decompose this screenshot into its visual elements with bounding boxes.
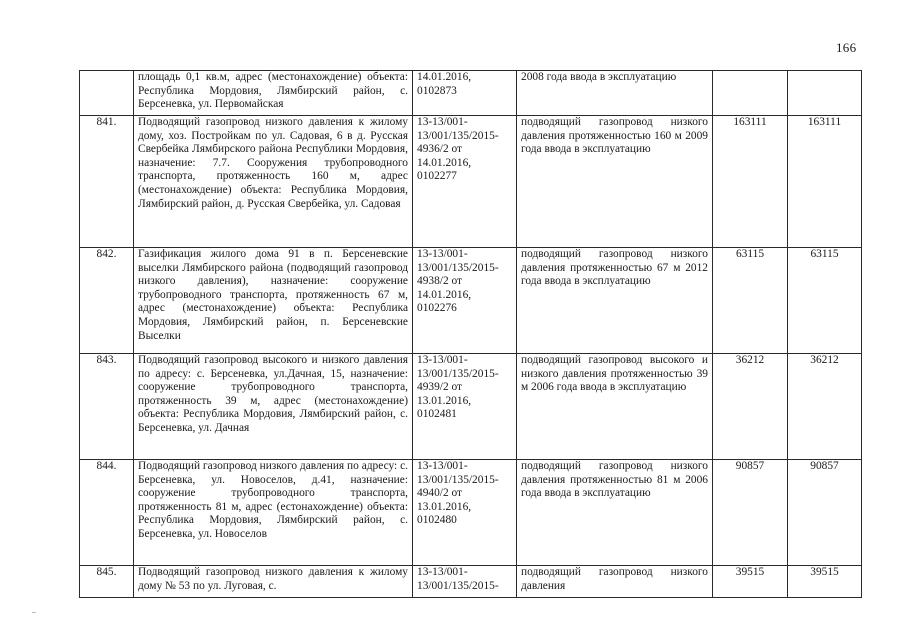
row-number: 843.: [80, 354, 134, 460]
balance-value: 163111: [713, 116, 788, 248]
technical-characteristics: подводящий газопровод низкого давления протяженностью 160 м 2009 года ввода в эксплуатацию: [517, 116, 713, 248]
object-description: Подводящий газопровод высокого и низкого давления по адресу: с. Берсеневка, ул.Дачная, 15, назначение: сооружение трубопроводного транспорта, протяженность 39 м, адрес (местонахождение) объекта: Республика Мордовия, Лямбирский район, с. Берсеневка, ул. Дачная: [134, 354, 413, 460]
scan-mark: [32, 612, 36, 613]
registration-record: 13-13/001-13/001/135/2015-4936/2 от 14.01.2016, 0102277: [413, 116, 517, 248]
registration-record: 14.01.2016, 0102873: [413, 71, 517, 116]
balance-value: 63115: [713, 248, 788, 354]
balance-value: 90857: [713, 460, 788, 566]
table-row: [80, 71, 862, 116]
row-number: 841.: [80, 116, 134, 248]
technical-characteristics: подводящий газопровод низкого давления протяженностью 81 м 2006 года ввода в эксплуатацию: [517, 460, 713, 566]
row-number: 845.: [80, 566, 134, 598]
technical-characteristics: подводящий газопровод низкого давления протяженностью 67 м 2012 года ввода в эксплуатацию: [517, 248, 713, 354]
row-number: 842.: [80, 248, 134, 354]
table-row: [80, 248, 862, 354]
balance-value: 39515: [713, 566, 788, 598]
object-description: Газификация жилого дома 91 в п. Берсеневские выселки Лямбирского района (подводящий газопровод низкого давления), назначение: сооружение трубопроводного транспорта, протяженность 67 м, адрес (местонахождение) объекта: Республика Мордовия, Лямбирский район, п. Берсеневские Выселки: [134, 248, 413, 354]
page-number: 166: [836, 40, 857, 55]
registration-record: 13-13/001-13/001/135/2015-: [413, 566, 517, 598]
residual-value: 163111: [788, 116, 862, 248]
table-row: [80, 116, 862, 248]
residual-value: 90857: [788, 460, 862, 566]
registration-record: 13-13/001-13/001/135/2015-4939/2 от 13.01.2016, 0102481: [413, 354, 517, 460]
technical-characteristics: подводящий газопровод высокого и низкого давления протяженностью 39 м 2006 года ввода в эксплуатацию: [517, 354, 713, 460]
balance-value: [713, 71, 788, 116]
property-register-table: [79, 70, 862, 598]
technical-characteristics: подводящий газопровод низкого давления: [517, 566, 713, 598]
balance-value: 36212: [713, 354, 788, 460]
table-row: [80, 354, 862, 460]
object-description: Подводящий газопровод низкого давления к жилому дому, хоз. Постройкам по ул. Садовая, 6 в д. Русская Свербейка Лямбирского района Республики Мордовия, назначение: 7.7. Сооружения трубопроводного транспорта, протяженность 160 м, адрес (местонахождение) объекта: Республика Мордовия, Лямбирский район, д. Русская Свербейка, ул. Садовая: [134, 116, 413, 248]
residual-value: 36212: [788, 354, 862, 460]
object-description: площадь 0,1 кв.м, адрес (местонахождение) объекта: Республика Мордовия, Лямбирский район, с. Берсеневка, ул. Первомайская: [134, 71, 413, 116]
residual-value: [788, 71, 862, 116]
registration-record: 13-13/001-13/001/135/2015-4940/2 от 13.01.2016, 0102480: [413, 460, 517, 566]
object-description: Подводящий газопровод низкого давления по адресу: с. Берсеневка, ул. Новоселов, д.41, назначение: сооружение трубопроводного транспорта, протяженность 81 м, адрес (естонахождение) объекта: Республика Мордовия, Лямбирский район, с. Берсеневка, ул. Новоселов: [134, 460, 413, 566]
registration-record: 13-13/001-13/001/135/2015-4938/2 от 14.01.2016, 0102276: [413, 248, 517, 354]
row-number: 844.: [80, 460, 134, 566]
object-description: Подводящий газопровод низкого давления к жилому дому № 53 по ул. Луговая, с.: [134, 566, 413, 598]
row-number: [80, 71, 134, 116]
residual-value: 63115: [788, 248, 862, 354]
residual-value: 39515: [788, 566, 862, 598]
technical-characteristics: 2008 года ввода в эксплуатацию: [517, 71, 713, 116]
table-row: [80, 566, 862, 598]
table-row: [80, 460, 862, 566]
